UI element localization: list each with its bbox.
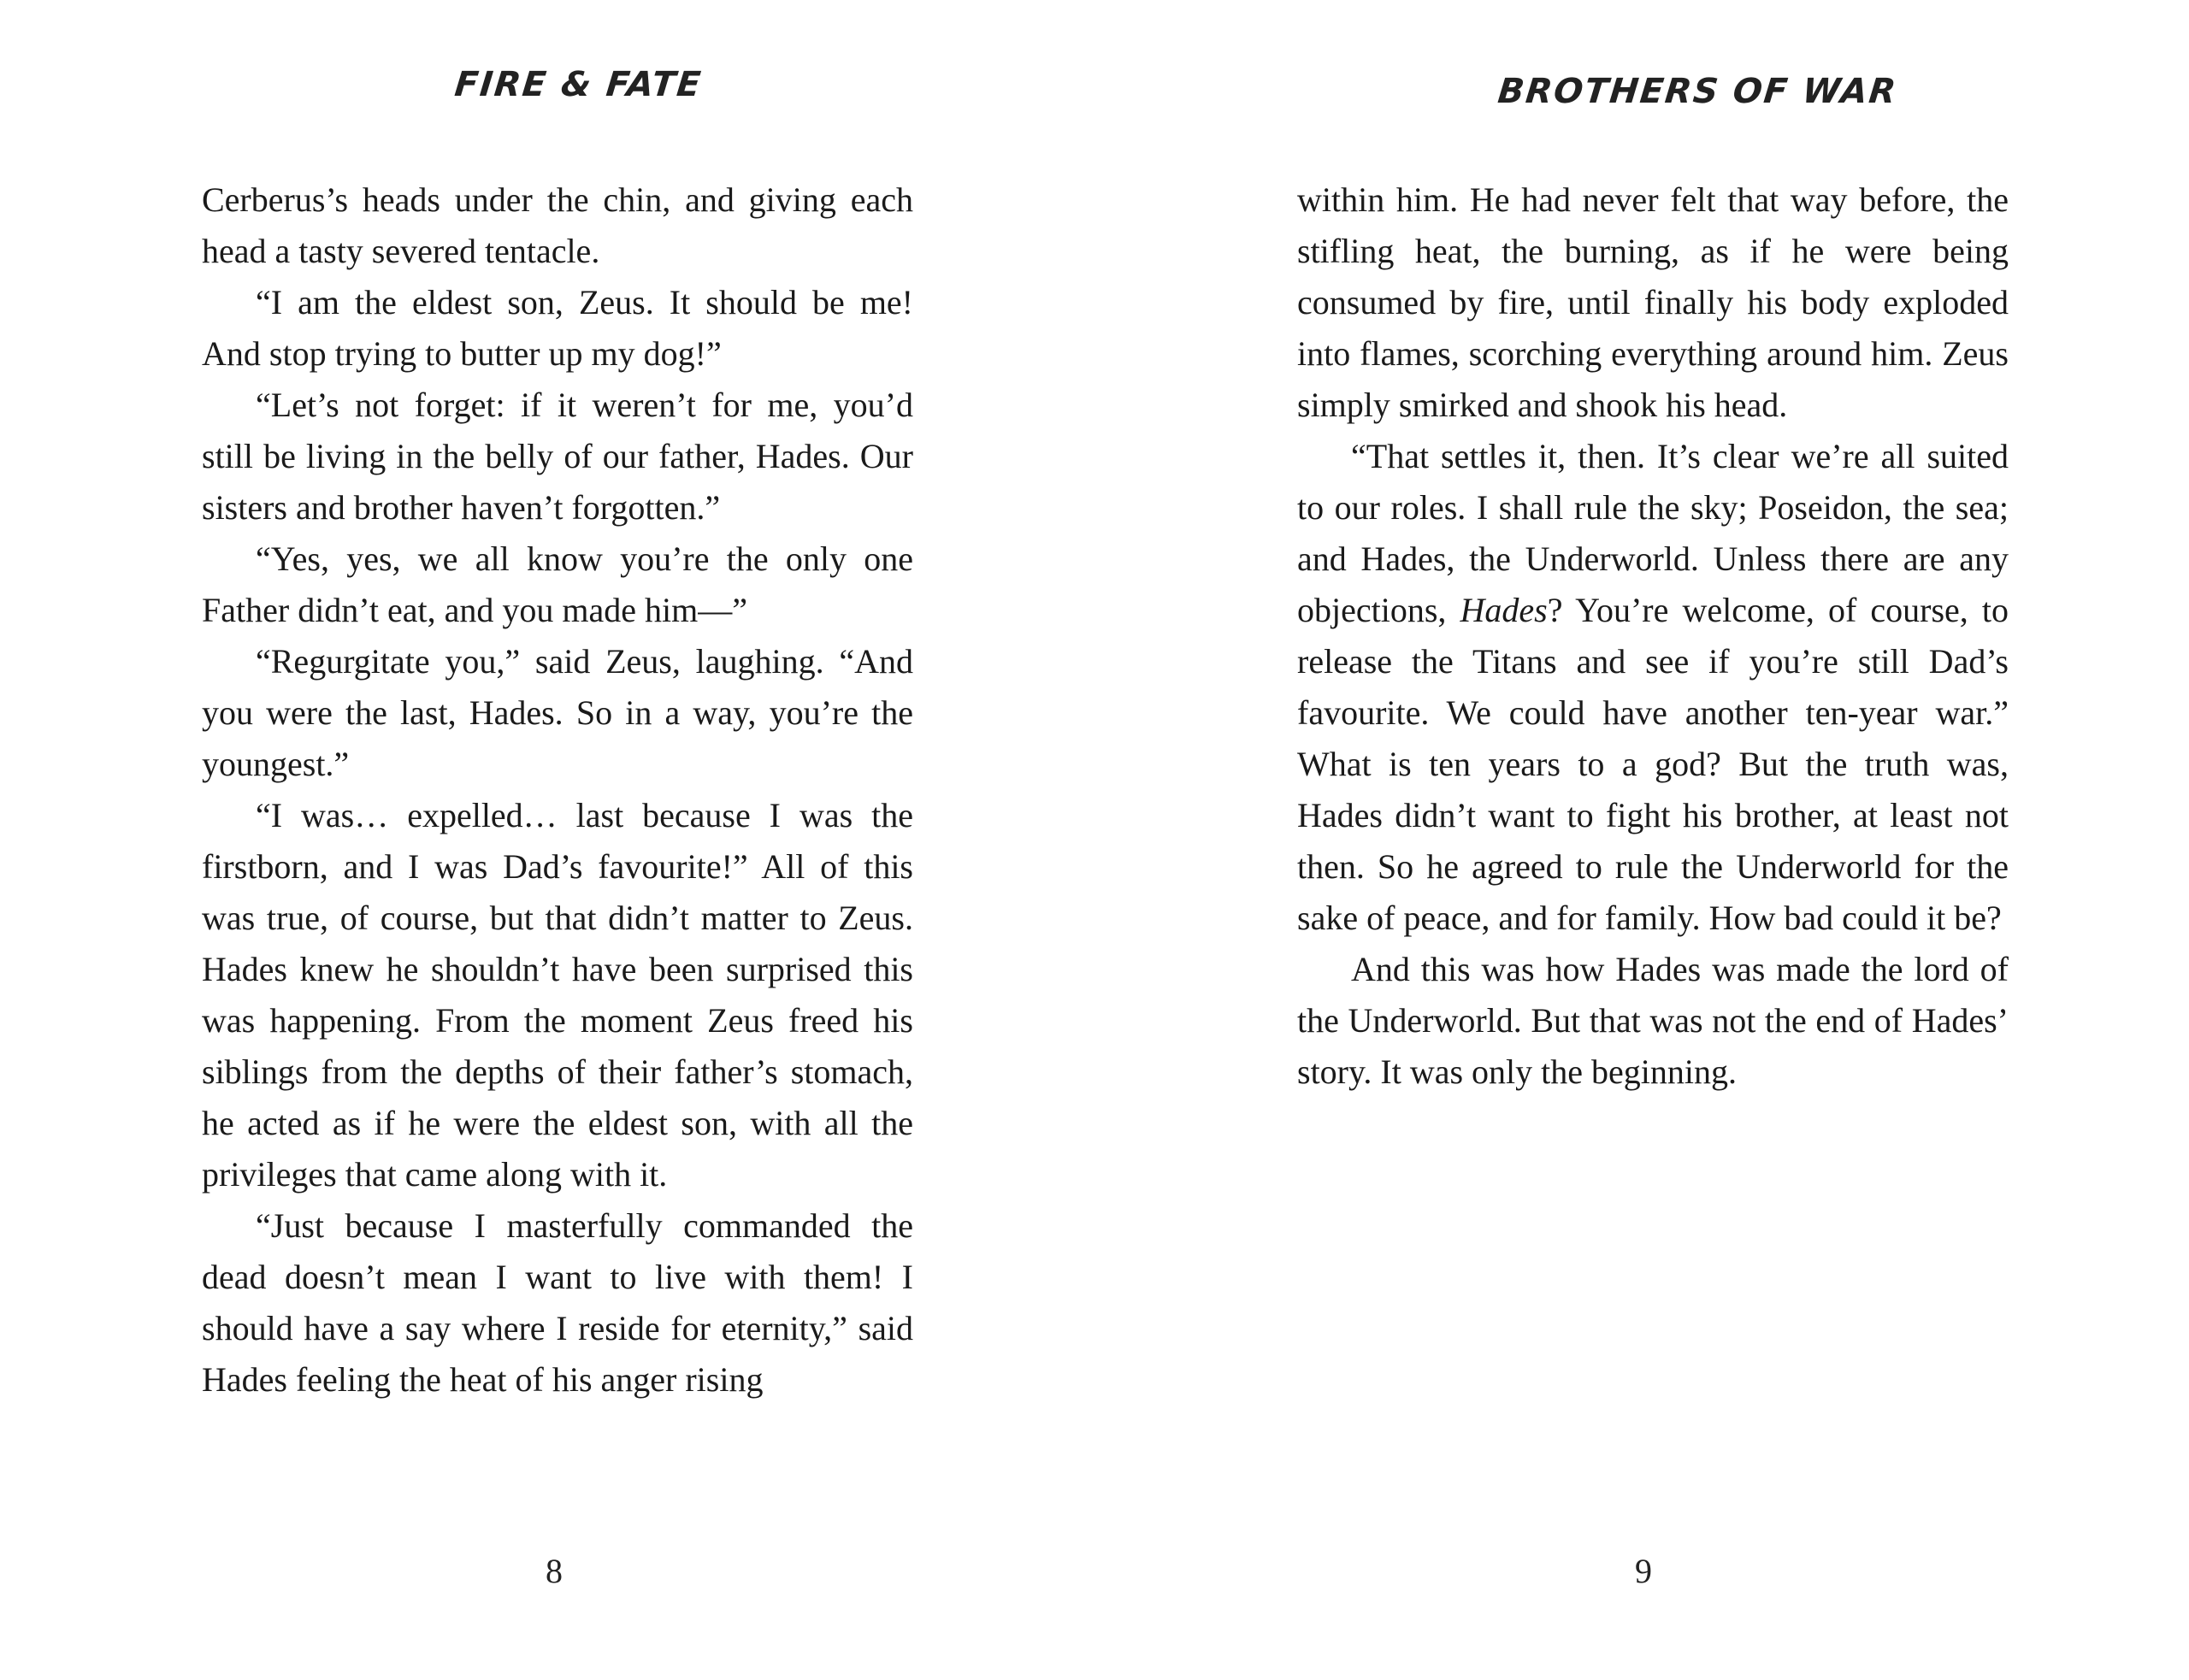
emphasis-hades: Hades <box>1460 591 1548 629</box>
paragraph: within him. He had never felt that way before, the stifling heat, the burning, as if he were being consumed by fire, until finally his body exploded into flames, scorching everything around him. Zeus simply smirked and shook his head. <box>1297 180 2009 424</box>
paragraph: “Let’s not forget: if it weren’t for me, you’d still be living in the belly of our father, Hades. Our sisters and brother haven’t forgotten.” <box>202 386 913 527</box>
running-head-left: FIRE & FATE <box>452 65 705 104</box>
paragraph: “Just because I masterfully commanded the dead doesn’t mean I want to live with them! I should have a say where I reside for eternity,” said Hades feeling the heat of his anger rising <box>202 1206 913 1399</box>
right-page <box>1094 0 2189 1680</box>
paragraph: Cerberus’s heads under the chin, and giving each head a tasty severed tentacle. <box>202 180 913 270</box>
left-page <box>0 0 1094 1680</box>
left-page-body <box>202 174 913 1406</box>
paragraph: “Regurgitate you,” said Zeus, laughing. “And you were the last, Hades. So in a way, you’re the youngest.” <box>202 642 913 783</box>
page-number-right: 9 <box>1635 1552 1652 1590</box>
page-number-left: 8 <box>546 1552 563 1590</box>
running-head-right: BROTHERS OF WAR <box>1496 72 1900 111</box>
paragraph: “I am the eldest son, Zeus. It should be me! And stop trying to butter up my dog!” <box>202 283 913 373</box>
right-page-body <box>1297 174 2009 1098</box>
paragraph: “I was… expelled… last because I was the firstborn, and I was Dad’s favourite!” All of this was true, of course, but that didn’t matter to Zeus. Hades knew he shouldn’t have been surprised this was happening. From the moment Zeus freed his siblings from the depths of their father’s stomach, he acted as if he were the eldest son, with all the privileges that came along with it. <box>202 796 913 1194</box>
paragraph-segment: ? You’re welcome, of course, to release the Titans and see if you’re still Dad’s favourite. We could have another ten-year war.” What is ten years to a god? But the truth was, Hades didn’t want to fight his brother, at least not then. So he agreed to rule the Underworld for the sake of peace, and for family. How bad could it be? <box>1297 591 2009 937</box>
paragraph: And this was how Hades was made the lord of the Underworld. But that was not the end of Hades’ story. It was only the beginning. <box>1297 950 2009 1091</box>
paragraph <box>1297 431 2009 944</box>
paragraph-segment: “That settles it, then. It’s clear we’re all suited to our roles. I shall rule the sky; Poseidon, the sea; and Hades, the Underworld. Unless there are any objections, <box>1297 437 2009 629</box>
paragraph: “Yes, yes, we all know you’re the only one Father didn’t eat, and you made him—” <box>202 539 913 629</box>
